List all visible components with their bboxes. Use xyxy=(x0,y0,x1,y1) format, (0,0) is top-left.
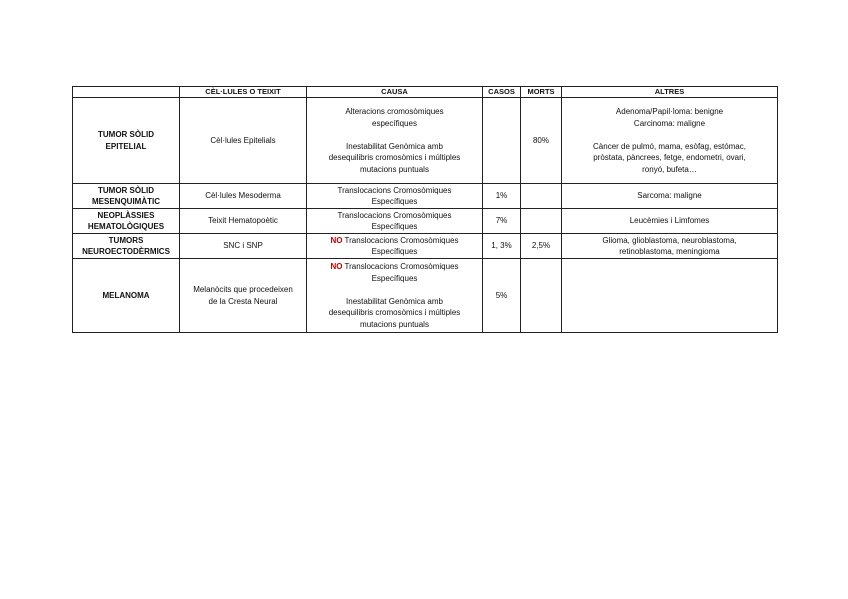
cause-line: Translocacions Cromosòmiques xyxy=(337,210,452,220)
other-value: Sarcoma: maligne xyxy=(562,184,778,209)
table-row-melanoma xyxy=(73,259,778,333)
table-row-epithelial xyxy=(73,98,778,184)
cause-line: desequilibris cromosòmics i múltiples xyxy=(328,153,461,162)
cells-value: SNC i SNP xyxy=(180,234,307,259)
row-name-line: TUMOR SÒLID xyxy=(98,130,154,139)
table-row-hematologic xyxy=(73,209,778,234)
row-name-line: TUMORS xyxy=(108,235,144,245)
negation-mark: NO xyxy=(330,262,343,271)
cause-text: Translocacions Cromosòmiques xyxy=(342,235,459,245)
row-name-line: MELANOMA xyxy=(102,290,150,300)
cells-value: Cèl·lules Mesoderma xyxy=(180,184,307,209)
row-name-cell xyxy=(73,209,180,234)
cases-value xyxy=(483,98,521,184)
cases-value: 1% xyxy=(483,184,521,209)
other-cell xyxy=(562,234,778,259)
table-row-neuroectodermal xyxy=(73,234,778,259)
deaths-value xyxy=(521,259,562,333)
table-row-mesenchymal xyxy=(73,184,778,209)
cause-cell xyxy=(307,259,483,333)
cells-cell xyxy=(180,259,307,333)
cause-line: desequilibris cromosòmics i múltiples xyxy=(328,308,461,317)
other-value: Leucèmies i Limfomes xyxy=(562,209,778,234)
cause-cell xyxy=(307,209,483,234)
cause-line: Específiques xyxy=(371,247,418,256)
other-line: retinoblastoma, meningioma xyxy=(619,247,720,256)
cause-line: específiques xyxy=(372,118,417,128)
deaths-value: 80% xyxy=(521,98,562,184)
cause-text: Translocacions Cromosòmiques xyxy=(342,262,459,271)
negation-mark: NO xyxy=(330,235,343,245)
header-cases: CASOS xyxy=(483,87,521,98)
cause-line: Inestabilitat Genòmica amb xyxy=(346,141,443,151)
other-line: Carcinoma: maligne xyxy=(633,118,706,128)
cells-value: Cèl·lules Epitelials xyxy=(180,98,307,184)
cause-cell xyxy=(307,234,483,259)
row-name-line: EPITELIAL xyxy=(105,141,147,151)
other-value xyxy=(562,259,778,333)
deaths-value xyxy=(521,209,562,234)
cause-line: Específiques xyxy=(371,222,418,231)
cause-line: Inestabilitat Genòmica amb xyxy=(346,296,443,306)
row-name-cell xyxy=(73,259,180,333)
header-other: ALTRES xyxy=(562,87,778,98)
header-blank xyxy=(73,87,180,98)
cause-cell xyxy=(307,184,483,209)
cause-line: mutacions puntuals xyxy=(360,164,429,174)
cause-line: Específiques xyxy=(371,197,418,206)
deaths-value xyxy=(521,184,562,209)
deaths-value: 2,5% xyxy=(521,234,562,259)
cause-line: Específiques xyxy=(371,273,418,283)
row-name-line: NEUROECTODÈRMICS xyxy=(82,247,170,256)
header-deaths: MORTS xyxy=(521,87,562,98)
row-name-cell xyxy=(73,98,180,184)
other-cell xyxy=(562,98,778,184)
row-name-line: TUMOR SÒLID xyxy=(98,185,154,195)
spacer xyxy=(309,284,480,296)
other-line: ronyó, bufeta… xyxy=(642,164,697,174)
cases-value: 7% xyxy=(483,209,521,234)
cells-line: Melanòcits que procedeixen xyxy=(193,285,293,294)
cause-line: mutacions puntuals xyxy=(360,319,429,329)
row-name-line: MESENQUIMÀTIC xyxy=(92,197,160,206)
cases-value: 5% xyxy=(483,259,521,333)
cases-value: 1, 3% xyxy=(483,234,521,259)
row-name-line: HEMATOLÒGIQUES xyxy=(87,222,165,231)
header-row xyxy=(73,87,778,98)
header-cause: CAUSA xyxy=(307,87,483,98)
spacer xyxy=(309,129,480,141)
other-line: Càncer de pulmó, mama, esòfag, estómac, xyxy=(593,141,746,151)
cause-line: Alteracions cromosòmiques xyxy=(345,107,444,116)
cells-line: de la Cresta Neural xyxy=(208,296,278,306)
cause-line xyxy=(309,235,480,247)
cause-line xyxy=(309,261,480,273)
other-line: pròstata, pàncrees, fetge, endometri, ovari, xyxy=(593,153,746,162)
cause-line: Translocacions Cromosòmiques xyxy=(337,185,452,195)
cells-value: Teixit Hematopoètic xyxy=(180,209,307,234)
spacer xyxy=(564,129,775,141)
header-cells-tissue: CÈL·LULES O TEIXIT xyxy=(180,87,307,98)
tumor-classification-table xyxy=(72,86,778,333)
other-line: Adenoma/Papil·loma: benigne xyxy=(615,107,724,116)
row-name-cell xyxy=(73,184,180,209)
row-name-cell xyxy=(73,234,180,259)
other-line: Glioma, glioblastoma, neuroblastoma, xyxy=(602,235,737,245)
cause-cell xyxy=(307,98,483,184)
row-name-line: NEOPLÀSSIES xyxy=(97,210,155,220)
